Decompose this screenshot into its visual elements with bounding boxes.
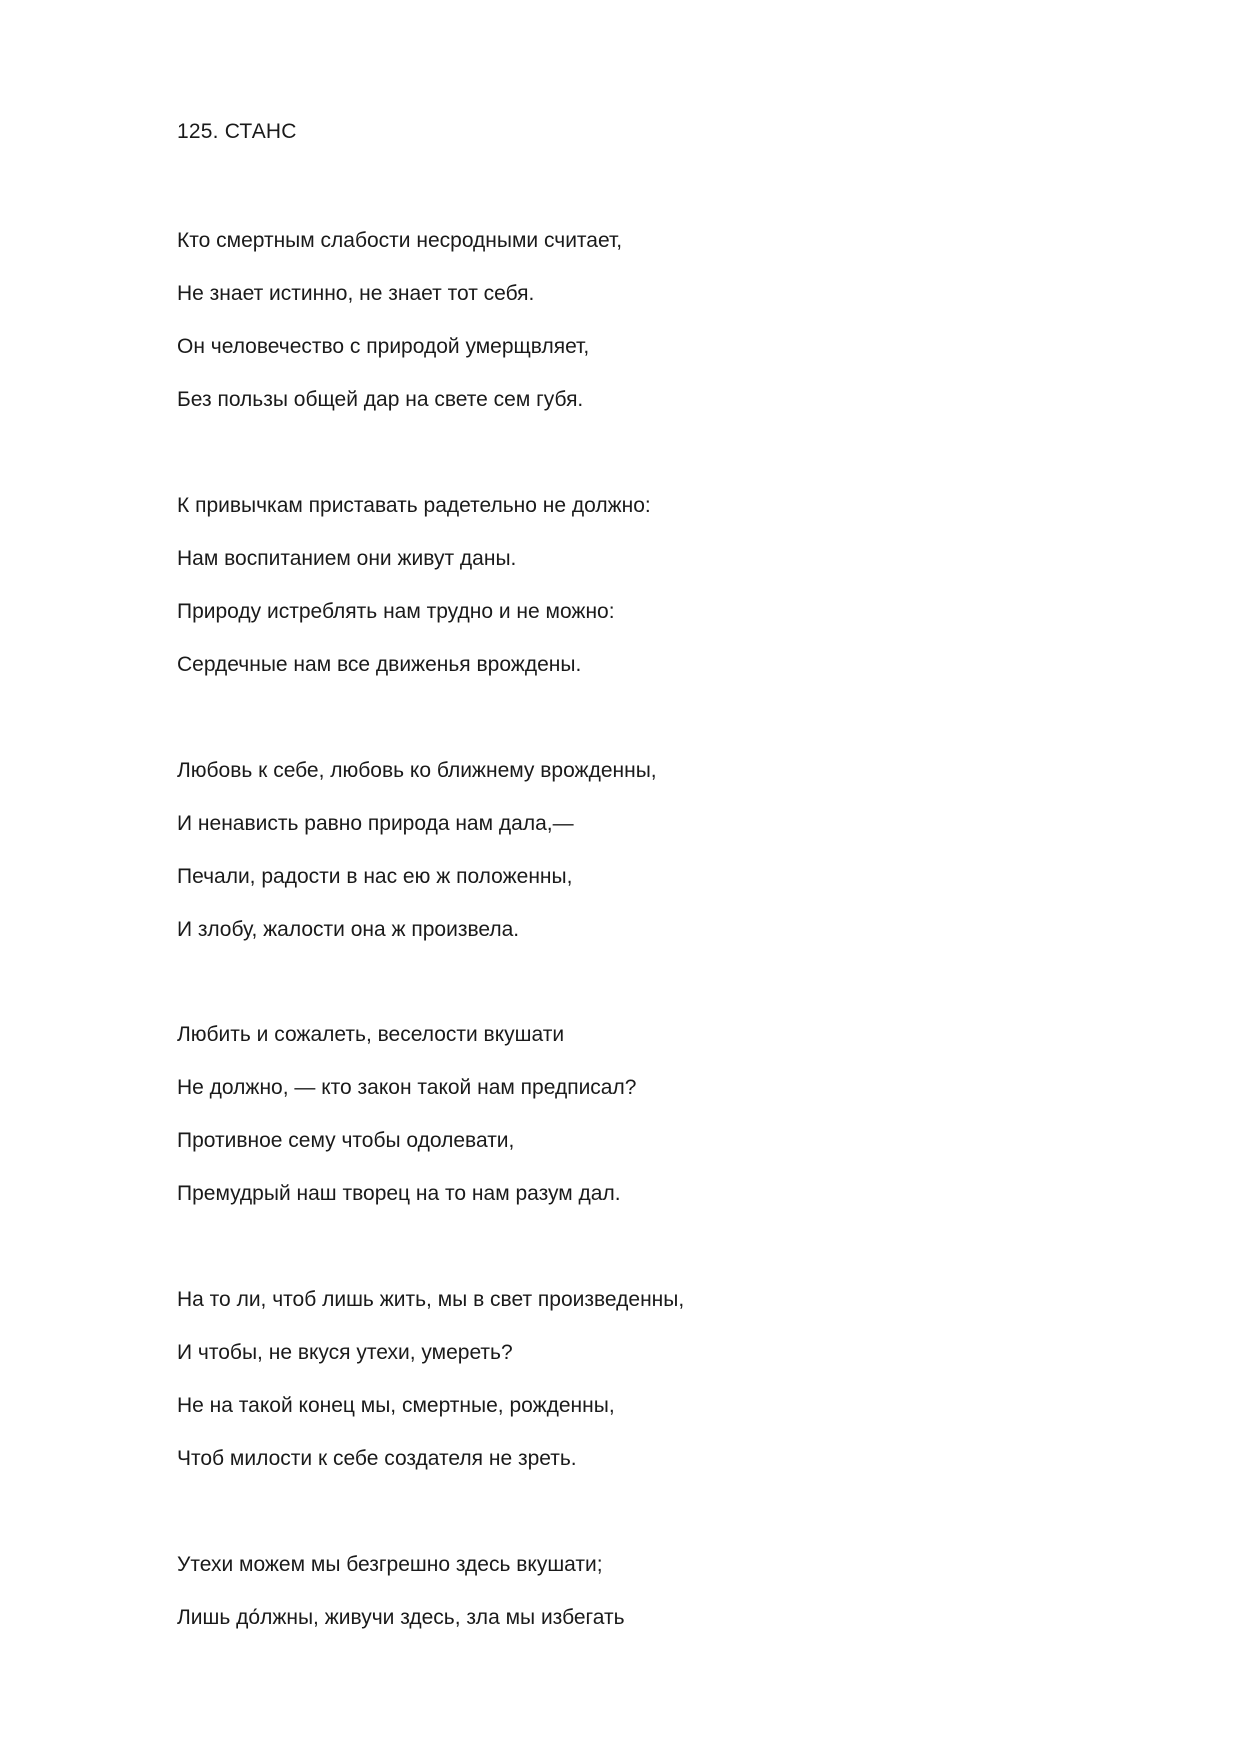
poem-line: Утехи можем мы безгрешно здесь вкушати; [177, 1553, 603, 1576]
poem-line: Природу истреблять нам трудно и не можно: [177, 600, 615, 623]
poem-line: Печали, радости в нас ею ж положенны, [177, 865, 573, 888]
poem-line: И чтобы, не вкуся утехи, умереть? [177, 1341, 513, 1364]
poem-line: К привычкам приставать радетельно не должно: [177, 494, 651, 517]
poem-line: И ненависть равно природа нам дала,— [177, 812, 574, 835]
poem-line: Не на такой конец мы, смертные, рожденны, [177, 1394, 615, 1417]
poem-line: Любить и сожалеть, веселости вкушати [177, 1023, 565, 1046]
poem-line: Он человечество с природой умерщвляет, [177, 335, 590, 358]
poem-line: Нам воспитанием они живут даны. [177, 547, 517, 570]
poem-line: Не знает истинно, не знает тот себя. [177, 282, 535, 305]
poem-line: Противное сему чтобы одолевати, [177, 1129, 515, 1152]
poem-line: Без пользы общей дар на свете сем губя. [177, 388, 584, 411]
poem-line: И злобу, жалости она ж произвела. [177, 918, 520, 941]
poem-line: Любовь к себе, любовь ко ближнему врожденны, [177, 759, 657, 782]
poem-line: Чтоб милости к себе создателя не зреть. [177, 1447, 577, 1470]
poem-line: Лишь до́лжны, живучи здесь, зла мы избегать [177, 1606, 625, 1629]
poem-line: На то ли, чтоб лишь жить, мы в свет произведенны, [177, 1288, 685, 1311]
poem-line: Премудрый наш творец на то нам разум дал. [177, 1182, 621, 1205]
poem-line: Не должно, — кто закон такой нам предписал? [177, 1076, 637, 1099]
poem-line: Сердечные нам все движенья врождены. [177, 653, 582, 676]
poem-title: 125. СТАНС [177, 120, 297, 143]
poem-line: Кто смертным слабости несродными считает, [177, 229, 623, 252]
